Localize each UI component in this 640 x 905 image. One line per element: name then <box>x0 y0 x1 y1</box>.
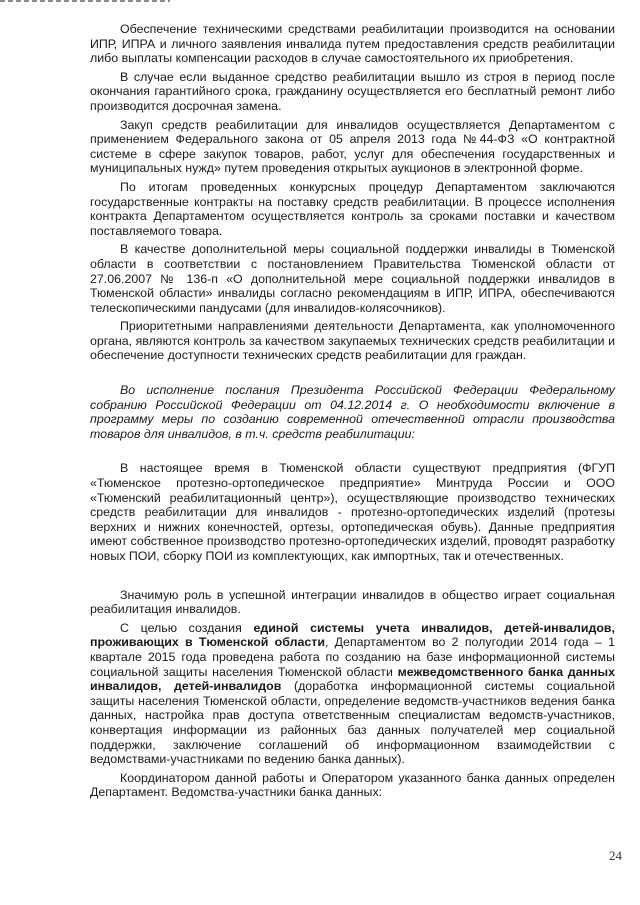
paragraph-coordinator: Координатором данной работы и Оператором указанного банка данных определен Департамент. Ведомства-участники банка данных: <box>90 770 615 800</box>
paragraph-data-bank <box>90 621 615 767</box>
p10-bold-databank: межведомственного банка данных инвалидов, детей-инвалидов <box>90 664 615 694</box>
p10-bold-registry: единой системы учета инвалидов, детей-инвалидов, проживающих в Тюменской области <box>90 620 615 650</box>
paragraph-rehab-provision: Обеспечение техническими средствами реабилитации производится на основании ИПР, ИПРА и личного заявления инвалида путем предоставления средств реабилитации либо выплаты компенсации расходов в случае самостоятельного их приобретения. <box>90 22 615 66</box>
p10-text-2: , Департаментом во 2 полугодии 2014 года – 1 квартале 2015 года проведена работа по созданию на базе информационной системы социальной защиты населения Тюменской области <box>90 635 615 679</box>
page-number: 24 <box>609 848 622 863</box>
paragraph-procurement-law: Закуп средств реабилитации для инвалидов осуществляется Департаментом с применением Федерального закона от 05 апреля 2013 года №44-ФЗ «О контрактной системе в сфере закупок товаров, работ, услуг для обеспечения государственных и муниципальных нужд» путем проведения открытых аукционов в электронной форме. <box>90 117 615 176</box>
paragraph-ramps: В качестве дополнительной меры социальной поддержки инвалиды в Тюменской области в соответствии с постановлением Правительства Тюменской области от 27.06.2007 № 136-п «О дополнительной мере социальной поддержки инвалидов в Тюменской области» инвалиды согласно рекомендациям в ИПР, ИПРА, обеспечиваются телескопическими пандусами (для инвалидов-колясочников). <box>90 242 615 315</box>
paragraph-enterprises: В настоящее время в Тюменской области существуют предприятия (ФГУП «Тюменское протезно-ортопедическое предприятие» Минтруда России и ООО «Тюменский реабилитационный центр»), осуществляющие производство технических средств реабилитации для инвалидов - протезно-ортопедических изделий (протезы верхних и нижних конечностей, ортезы, ортопедическая обувь). Данные предприятия имеют собственное производство протезно-ортопедических изделий, проводят разработку новых ПОИ, сборку ПОИ из комплектующих, как импортных, так и отечественных. <box>90 461 615 563</box>
paragraph-repair-replacement: В случае если выданное средство реабилитации вышло из строя в период после окончания гарантийного срока, гражданину осуществляется его бесплатный ремонт либо производится досрочная замена. <box>90 69 615 113</box>
paragraph-social-rehab: Значимую роль в успешной интеграции инвалидов в общество играет социальная реабилитация инвалидов. <box>90 587 615 617</box>
paragraph-presidential-address: Во исполнение послания Президента Российской Федерации Федеральному собранию Российской Федерации от 04.12.2014 г. О необходимости включение в программу меры по созданию современной отечественной отрасли производства товаров для инвалидов, в т.ч. средств реабилитации: <box>90 383 615 441</box>
p10-text-3: (доработка информационной системы социальной защиты населения Тюменской области, определение ведомств-участников ведения банка данных, настройка прав доступа ответственным специалистам ведомств-участников, конвертация информации из районных баз данных получателей мер социальной поддержки, заключение соглашений об информационном взаимодействии с ведомствами-участниками по ведению банка данных). <box>90 679 615 767</box>
p10-text-1: С целью создания <box>120 620 254 635</box>
paragraph-priorities: Приоритетными направлениями деятельности Департамента, как уполномоченного органа, являются контроль за качеством закупаемых технических средств реабилитации и обеспечение доступности технических средств реабилитации для граждан. <box>90 319 615 363</box>
document-body <box>90 22 615 800</box>
scan-artifact-line <box>0 0 170 2</box>
paragraph-contracts: По итогам проведенных конкурсных процедур Департаментом заключаются государственные контракты на поставку средств реабилитации. В процессе исполнения контракта Департаментом осуществляется контроль за сроками поставки и качеством поставляемого товара. <box>90 179 615 238</box>
